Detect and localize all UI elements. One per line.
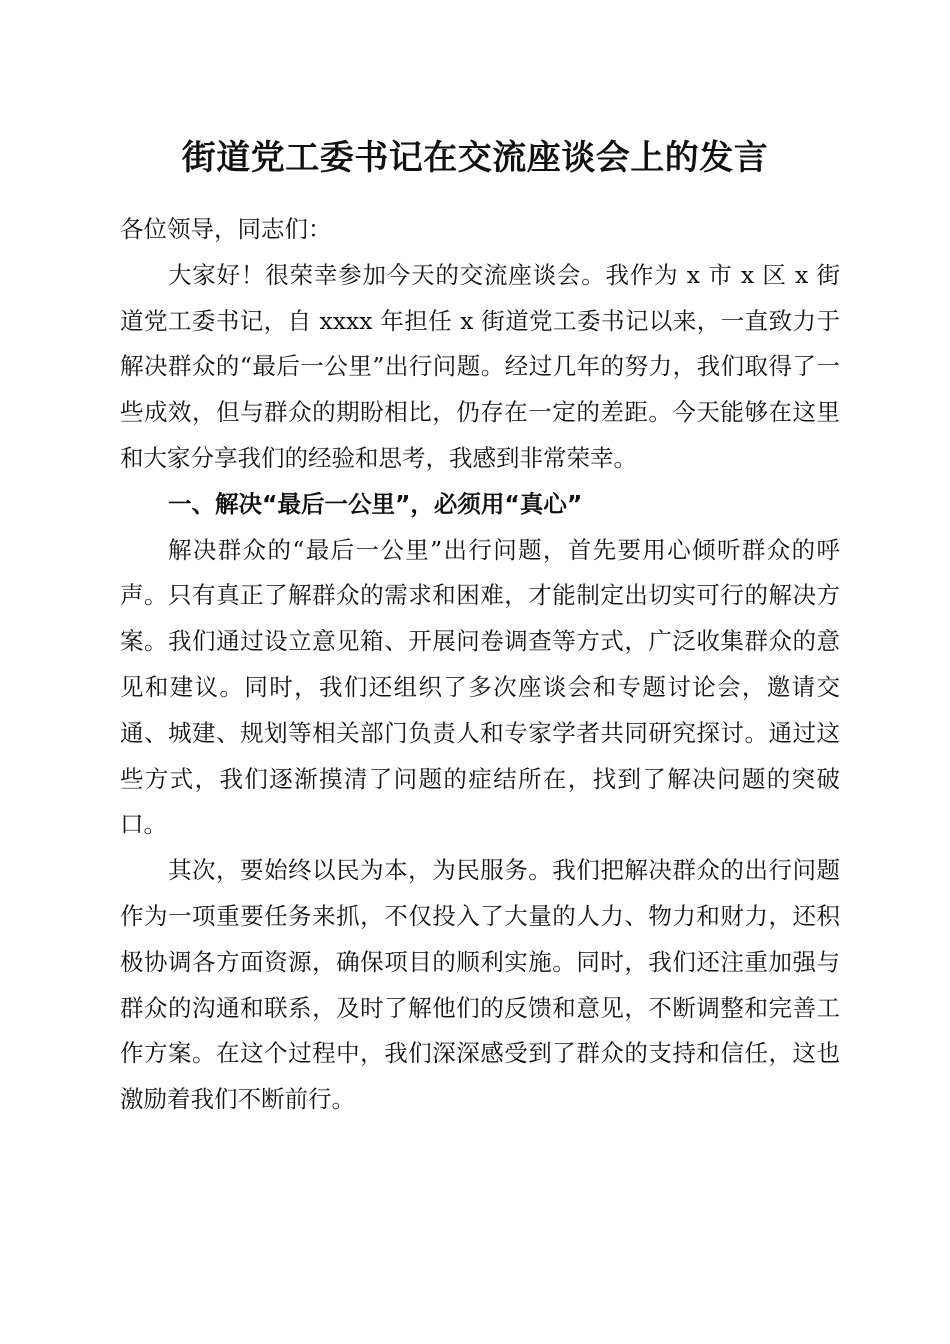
paragraph-opening: 大家好！很荣幸参加今天的交流座谈会。我作为 x 市 x 区 x 街道党工委书记，自 xxxx 年担任 x 街道党工委书记以来，一直致力于解决群众的“最后一公里”出行问题。经过几年的努力，我们取得了一些成效，但与群众的期盼相比，仍存在一定的差距。今天能够在这里和大家分享我们的经验和思考，我感到非常荣幸。 [120, 260, 840, 472]
paragraph-serve: 其次，要始终以民为本，为民服务。我们把解决群众的出行问题作为一项重要任务来抓，不仅投入了大量的人力、物力和财力，还积极协调各方面资源，确保项目的顺利实施。同时，我们还注重加强与群众的沟通和联系，及时了解他们的反馈和意见，不断调整和完善工作方案。在这个过程中，我们深深感受到了群众的支持和信任，这也激励着我们不断前行。 [120, 856, 840, 1114]
paragraph-listen: 解决群众的“最后一公里”出行问题，首先要用心倾听群众的呼声。只有真正了解群众的需求和困难，才能制定出切实可行的解决方案。我们通过设立意见箱、开展问卷调查等方式，广泛收集群众的意见和建议。同时，我们还组织了多次座谈会和专题讨论会，邀请交通、城建、规划等相关部门负责人和专家学者共同研究探讨。通过这些方式，我们逐渐摸清了问题的症结所在，找到了解决问题的突破口。 [120, 535, 840, 839]
page-title: 街道党工委书记在交流座谈会上的发言 [181, 138, 769, 178]
document-body [120, 207, 840, 1123]
salutation: 各位领导，同志们： [120, 215, 332, 243]
section-heading-1: 一、解决“最后一公里”，必须用“真心” [168, 489, 583, 518]
